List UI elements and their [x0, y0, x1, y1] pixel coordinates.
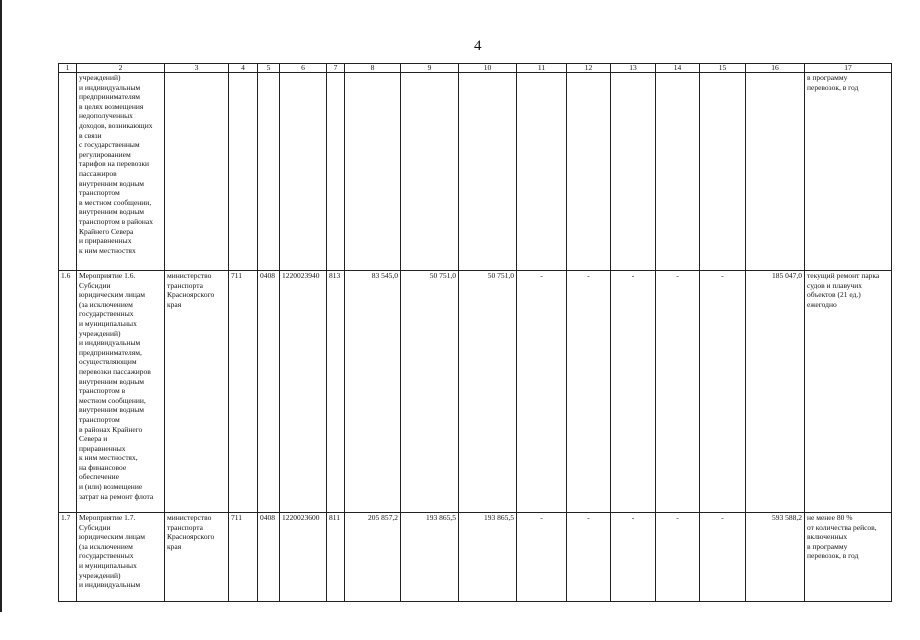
- column-number-row: [59, 64, 892, 73]
- csr-code-cell: 1220023940: [280, 271, 327, 513]
- amount-cell: 205 857,2: [345, 513, 401, 602]
- total-cell: 593 588,2: [746, 513, 805, 602]
- column-number: 1: [59, 64, 77, 73]
- amount-cell: [517, 73, 567, 271]
- amount-cell: -: [700, 271, 746, 513]
- amount-cell: [459, 73, 517, 271]
- item-number-cell: 1.7: [59, 513, 77, 602]
- measure-name-cell: Мероприятие 1.7. Субсидии юридическим лицам (за исключением государственных и муниципальных учреждений) и индивидуальным: [77, 513, 165, 602]
- amount-cell: -: [517, 513, 567, 602]
- amount-cell: -: [517, 271, 567, 513]
- table-row: [59, 513, 892, 602]
- total-cell: 185 047,0: [746, 271, 805, 513]
- amount-cell: -: [611, 271, 656, 513]
- column-number: 8: [345, 64, 401, 73]
- rzpr-code-cell: 0408: [258, 513, 280, 602]
- amount-cell: [567, 73, 611, 271]
- amount-cell: -: [611, 513, 656, 602]
- expected-result-cell: текущий ремонт парка судов и плавучих объектов (21 ед.) ежегодно: [805, 271, 892, 513]
- vr-code-cell: 811: [327, 513, 345, 602]
- administrator-cell: министерство транспорта Красноярского края: [165, 271, 229, 513]
- amount-cell: -: [567, 271, 611, 513]
- page-edge-line: [0, 0, 2, 612]
- column-number: 2: [77, 64, 165, 73]
- amount-cell: -: [656, 271, 700, 513]
- column-number: 11: [517, 64, 567, 73]
- expected-result-cell: в программу перевозок, в год: [805, 73, 892, 271]
- column-number: 4: [229, 64, 258, 73]
- column-number: 9: [401, 64, 459, 73]
- item-number-cell: 1.6: [59, 271, 77, 513]
- administrator-cell: [165, 73, 229, 271]
- grbs-code-cell: 711: [229, 513, 258, 602]
- amount-cell: -: [700, 513, 746, 602]
- column-number: 15: [700, 64, 746, 73]
- measure-name-cell: учреждений) и индивидуальным предпринимателям в целях возмещения недополученных доходов, возникающих в связи с государственным регулированием тарифов на перевозки пассажиров внутренним водным транспортом в местном сообщении, внутренним водным транспортом в районах Крайнего Севера и приравненных к ним местностях: [77, 73, 165, 271]
- total-cell: [746, 73, 805, 271]
- rzpr-code-cell: 0408: [258, 271, 280, 513]
- amount-cell: [345, 73, 401, 271]
- rzpr-code-cell: [258, 73, 280, 271]
- column-number: 6: [280, 64, 327, 73]
- amount-cell: [700, 73, 746, 271]
- administrator-cell: министерство транспорта Красноярского края: [165, 513, 229, 602]
- grbs-code-cell: [229, 73, 258, 271]
- vr-code-cell: [327, 73, 345, 271]
- column-number: 13: [611, 64, 656, 73]
- amount-cell: 50 751,0: [401, 271, 459, 513]
- table-row: [59, 73, 892, 271]
- grbs-code-cell: 711: [229, 271, 258, 513]
- vr-code-cell: 813: [327, 271, 345, 513]
- column-number: 14: [656, 64, 700, 73]
- amount-cell: 193 865,5: [401, 513, 459, 602]
- expected-result-cell: не менее 80 % от количества рейсов, включенных в программу перевозок, в год: [805, 513, 892, 602]
- amount-cell: -: [567, 513, 611, 602]
- program-measures-table: [58, 63, 892, 602]
- column-number: 3: [165, 64, 229, 73]
- column-number: 5: [258, 64, 280, 73]
- amount-cell: [656, 73, 700, 271]
- column-number: 7: [327, 64, 345, 73]
- amount-cell: [611, 73, 656, 271]
- column-number: 12: [567, 64, 611, 73]
- amount-cell: 193 865,5: [459, 513, 517, 602]
- item-number-cell: [59, 73, 77, 271]
- column-number: 10: [459, 64, 517, 73]
- csr-code-cell: 1220023600: [280, 513, 327, 602]
- amount-cell: 83 545,0: [345, 271, 401, 513]
- column-number: 16: [746, 64, 805, 73]
- table-row: [59, 271, 892, 513]
- amount-cell: -: [656, 513, 700, 602]
- column-number: 17: [805, 64, 892, 73]
- amount-cell: 50 751,0: [459, 271, 517, 513]
- amount-cell: [401, 73, 459, 271]
- measure-name-cell: Мероприятие 1.6. Субсидии юридическим лицам (за исключением государственных и муниципальных учреждений) и индивидуальным предпринимателям, осуществляющим перевозки пассажиров внутренним водным транспортом в местном сообщении, внутренним водным транспортом в районах Крайнего Севера и приравненных к ним местностях, на финансовое обеспечение и (или) возмещение затрат на ремонт флота: [77, 271, 165, 513]
- page-number: 4: [474, 38, 482, 54]
- csr-code-cell: [280, 73, 327, 271]
